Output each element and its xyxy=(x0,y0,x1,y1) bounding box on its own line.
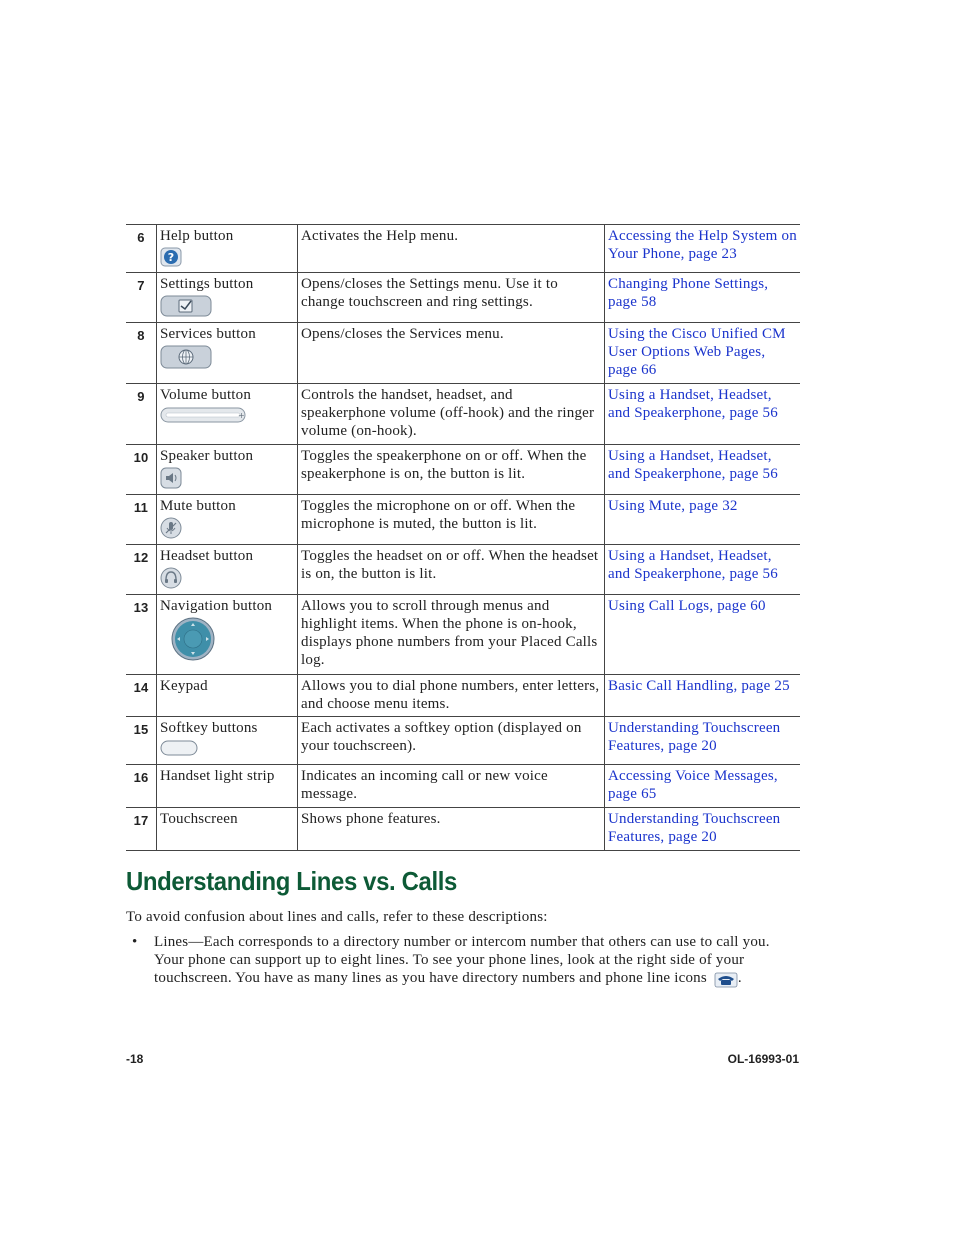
feature-name: Touchscreen xyxy=(160,811,238,827)
row-number: 16 xyxy=(126,765,157,808)
table-row xyxy=(126,595,800,675)
table-row xyxy=(126,225,800,273)
reference-cell xyxy=(605,323,801,384)
table-row xyxy=(126,765,800,808)
feature-name: Keypad xyxy=(160,678,208,694)
bullet-text xyxy=(154,933,802,988)
reference-cell xyxy=(605,445,801,495)
feature-name: Volume button xyxy=(160,387,252,403)
feature-name-cell xyxy=(157,595,298,675)
reference-link[interactable]: Using a Handset, Headset, and Speakerphone, page 56 xyxy=(608,548,778,582)
page-number: -18 xyxy=(126,1052,144,1066)
reference-link[interactable]: Using a Handset, Headset, and Speakerphone, page 56 xyxy=(608,387,778,421)
feature-description: Allows you to dial phone numbers, enter letters, and choose menu items. xyxy=(298,675,605,717)
reference-link[interactable]: Using the Cisco Unified CM User Options Web Pages, page 66 xyxy=(608,326,786,378)
feature-name: Settings button xyxy=(160,276,254,292)
feature-name: Handset light strip xyxy=(160,768,275,784)
feature-name-cell xyxy=(157,545,298,595)
row-number: 13 xyxy=(126,595,157,675)
table-row xyxy=(126,445,800,495)
reference-link[interactable]: Understanding Touchscreen Features, page 20 xyxy=(608,811,781,845)
table-row xyxy=(126,717,800,765)
speaker-icon xyxy=(160,467,294,494)
svg-text:+: + xyxy=(238,411,245,420)
softkey-icon xyxy=(160,739,294,762)
feature-name-cell xyxy=(157,675,298,717)
svg-text:?: ? xyxy=(167,251,175,264)
feature-name-cell xyxy=(157,765,298,808)
bullet-dot: • xyxy=(132,934,138,950)
reference-link[interactable]: Changing Phone Settings, page 58 xyxy=(608,276,769,310)
table-row xyxy=(126,384,800,445)
row-number: 7 xyxy=(126,273,157,323)
table-row xyxy=(126,273,800,323)
row-number: 10 xyxy=(126,445,157,495)
phone-features-table xyxy=(126,224,800,851)
reference-link[interactable]: Using a Handset, Headset, and Speakerphone, page 56 xyxy=(608,448,778,482)
reference-cell xyxy=(605,495,801,545)
mute-icon xyxy=(160,517,294,544)
table-row xyxy=(126,323,800,384)
row-number: 11 xyxy=(126,495,157,545)
row-number: 17 xyxy=(126,808,157,851)
table-row xyxy=(126,808,800,851)
table-row xyxy=(126,675,800,717)
feature-description: Indicates an incoming call or new voice message. xyxy=(298,765,605,808)
settings-icon xyxy=(160,295,294,322)
reference-cell xyxy=(605,225,801,273)
document-id: OL-16993-01 xyxy=(727,1052,799,1066)
feature-name-cell xyxy=(157,808,298,851)
reference-link[interactable]: Accessing the Help System on Your Phone, page 23 xyxy=(608,228,797,262)
help-icon xyxy=(160,247,294,272)
row-number: 14 xyxy=(126,675,157,717)
feature-name: Navigation button xyxy=(160,598,273,614)
headset-icon xyxy=(160,567,294,594)
row-number: 15 xyxy=(126,717,157,765)
bullet-body: Lines—Each corresponds to a directory number or intercom number that others can use to call you. Your phone can support up to eight lines. To see your phone lines, look at the right side of your touchscreen. You have as many lines as you have directory numbers and phone line icons xyxy=(154,934,770,986)
section-heading: Understanding Lines vs. Calls xyxy=(126,866,457,896)
feature-name: Services button xyxy=(160,326,256,342)
row-number: 12 xyxy=(126,545,157,595)
feature-name: Softkey buttons xyxy=(160,720,258,736)
table-row xyxy=(126,495,800,545)
reference-cell xyxy=(605,595,801,675)
feature-description: Toggles the microphone on or off. When the microphone is muted, the button is lit. xyxy=(298,495,605,545)
feature-name-cell xyxy=(157,323,298,384)
reference-cell xyxy=(605,717,801,765)
reference-cell xyxy=(605,384,801,445)
feature-name-cell xyxy=(157,445,298,495)
reference-link[interactable]: Accessing Voice Messages, page 65 xyxy=(608,768,778,802)
feature-name-cell xyxy=(157,717,298,765)
feature-name-cell xyxy=(157,225,298,273)
feature-name: Speaker button xyxy=(160,448,254,464)
feature-name: Mute button xyxy=(160,498,236,514)
reference-link[interactable]: Using Call Logs, page 60 xyxy=(608,598,766,614)
feature-description: Controls the handset, headset, and speakerphone volume (off-hook) and the ringer volume (on-hook). xyxy=(298,384,605,445)
feature-name: Headset button xyxy=(160,548,254,564)
row-number: 6 xyxy=(126,225,157,273)
volume-bar-icon xyxy=(160,406,294,429)
reference-cell xyxy=(605,273,801,323)
services-globe-icon xyxy=(160,345,294,374)
feature-description: Each activates a softkey option (displayed on your touchscreen). xyxy=(298,717,605,765)
reference-link[interactable]: Using Mute, page 32 xyxy=(608,498,738,514)
row-number: 9 xyxy=(126,384,157,445)
bullet-end: . xyxy=(737,970,742,986)
feature-description: Shows phone features. xyxy=(298,808,605,851)
reference-cell xyxy=(605,675,801,717)
phone-line-icon xyxy=(714,972,738,988)
reference-link[interactable]: Basic Call Handling, page 25 xyxy=(608,678,790,694)
feature-description: Toggles the headset on or off. When the headset is on, the button is lit. xyxy=(298,545,605,595)
navigation-pad-icon xyxy=(170,617,294,666)
feature-description: Opens/closes the Services menu. xyxy=(298,323,605,384)
reference-cell xyxy=(605,765,801,808)
feature-description: Toggles the speakerphone on or off. When the speakerphone is on, the button is lit. xyxy=(298,445,605,495)
feature-description: Opens/closes the Settings menu. Use it to change touchscreen and ring settings. xyxy=(298,273,605,323)
feature-name-cell xyxy=(157,384,298,445)
feature-description: Activates the Help menu. xyxy=(298,225,605,273)
table-row xyxy=(126,545,800,595)
reference-cell xyxy=(605,545,801,595)
feature-name: Help button xyxy=(160,228,234,244)
row-number: 8 xyxy=(126,323,157,384)
reference-link[interactable]: Understanding Touchscreen Features, page 20 xyxy=(608,720,781,754)
feature-description: Allows you to scroll through menus and highlight items. When the phone is on-hook, displays phone numbers from your Placed Calls log. xyxy=(298,595,605,675)
reference-cell xyxy=(605,808,801,851)
feature-name-cell xyxy=(157,495,298,545)
intro-text: To avoid confusion about lines and calls, refer to these descriptions: xyxy=(126,909,548,925)
feature-name-cell xyxy=(157,273,298,323)
